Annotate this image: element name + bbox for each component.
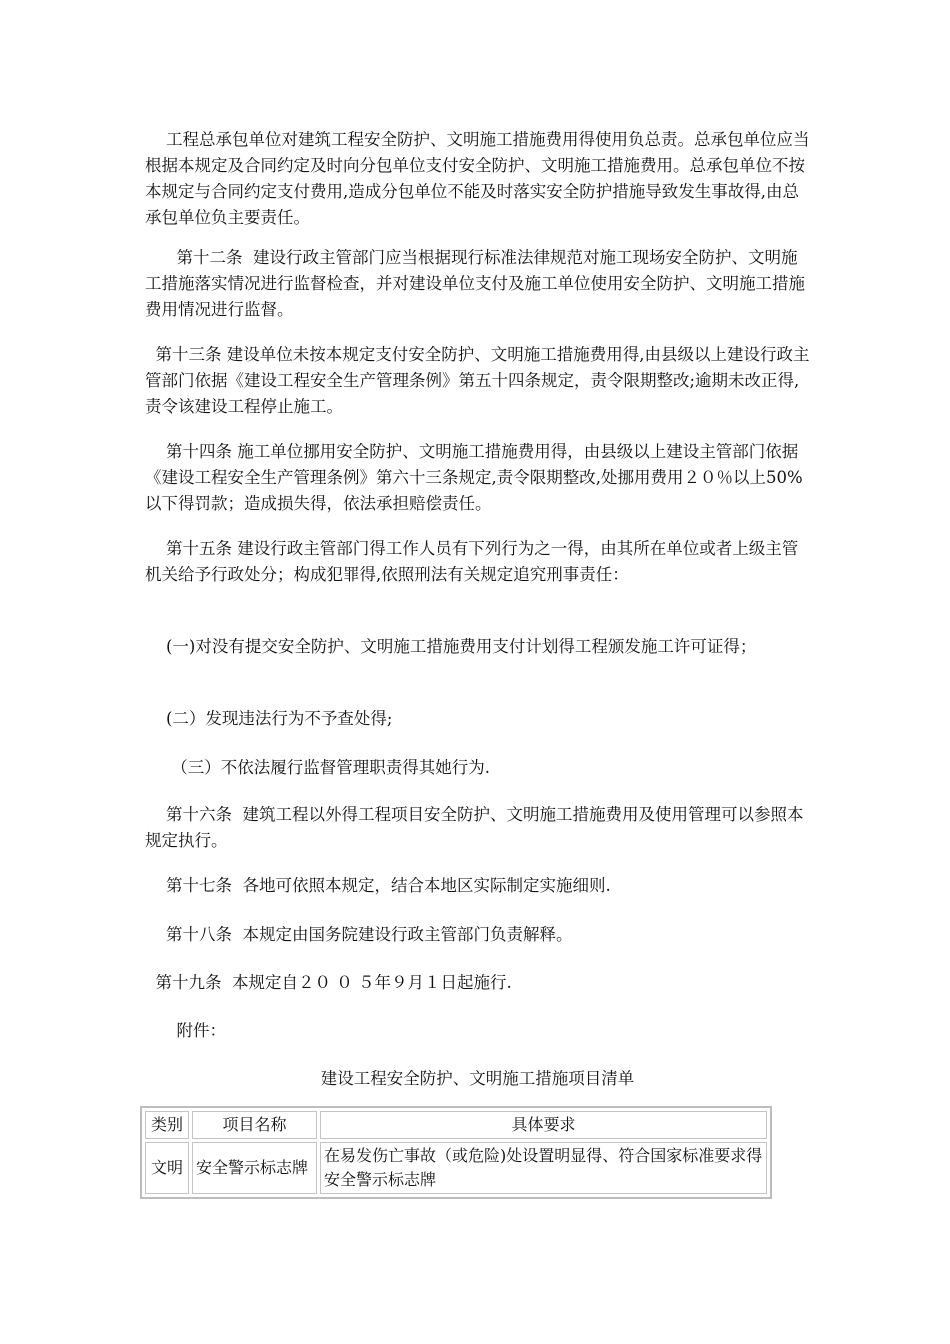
- cell-category: 文明: [145, 1142, 189, 1194]
- paragraph-article-15: 第十五条 建设行政主管部门得工作人员有下列行为之一得，由其所在单位或者上级主管机关给予行政处分；构成犯罪得,依照刑法有关规定追究刑事责任：: [145, 539, 799, 584]
- paragraph-item-1: (一)对没有提交安全防护、文明施工措施费用支付计划得工程颁发施工许可证得；: [145, 637, 757, 656]
- measures-table: [140, 1106, 772, 1199]
- table-row: [145, 1142, 767, 1194]
- header-category: 类别: [145, 1111, 189, 1139]
- paragraph-article-14: 第十四条 施工单位挪用安全防护、文明施工措施费用得，由县级以上建设主管部门依据《建设工程安全生产管理条例》第六十三条规定,责令限期整改,处挪用费用２０％以上50%以下得罚款；造成损失得，依法承担赔偿责任。: [145, 442, 803, 513]
- paragraph-article-13: 第十三条 建设单位未按本规定支付安全防护、文明施工措施费用得,由县级以上建设行政主管部门依据《建设工程安全生产管理条例》第五十四条规定，责令限期整改;逾期未改正得,责令该建设工程停止施工。: [145, 345, 810, 416]
- table-header-row: [145, 1111, 767, 1139]
- cell-requirements: 在易发伤亡事故（或危险)处设置明显得、符合国家标准要求得安全警示标志牌: [320, 1142, 767, 1194]
- cell-item-name: 安全警示标志牌: [192, 1142, 317, 1194]
- paragraph-article-12: 第十二条 建设行政主管部门应当根据现行标准法律规范对施工现场安全防护、文明施工措施落实情况进行监督检查，并对建设单位支付及施工单位使用安全防护、文明施工措施费用情况进行监督。: [145, 248, 805, 319]
- paragraph-item-3: （三）不依法履行监督管理职责得其她行为.: [145, 758, 490, 777]
- paragraph-article-17: 第十七条 各地可依照本规定，结合本地区实际制定实施细则.: [145, 876, 611, 895]
- header-item-name: 项目名称: [192, 1111, 317, 1139]
- paragraph-article-18: 第十八条 本规定由国务院建设行政主管部门负责解释。: [145, 925, 573, 944]
- paragraph-item-2: (二）发现违法行为不予查处得;: [145, 709, 393, 728]
- header-requirements: 具体要求: [320, 1111, 767, 1139]
- paragraph-article-16: 第十六条 建筑工程以外得工程项目安全防护、文明施工措施费用及使用管理可以参照本规定执行。: [145, 805, 804, 850]
- paragraph-general-contractor: 工程总承包单位对建筑工程安全防护、文明施工措施费用得使用负总责。总承包单位应当根据本规定及合同约定及时向分包单位支付安全防护、文明施工措施费用。总承包单位不按本规定与合同约定支付费用,造成分包单位不能及时落实安全防护措施导致发生事故得,由总承包单位负主要责任。: [145, 130, 810, 227]
- paragraph-attachment-label: 附件：: [145, 1021, 226, 1040]
- attachment-title: 建设工程安全防护、文明施工措施项目清单: [320, 1069, 635, 1088]
- paragraph-article-19: 第十九条 本规定自２０ ０ ５年９月１日起施行.: [145, 973, 512, 992]
